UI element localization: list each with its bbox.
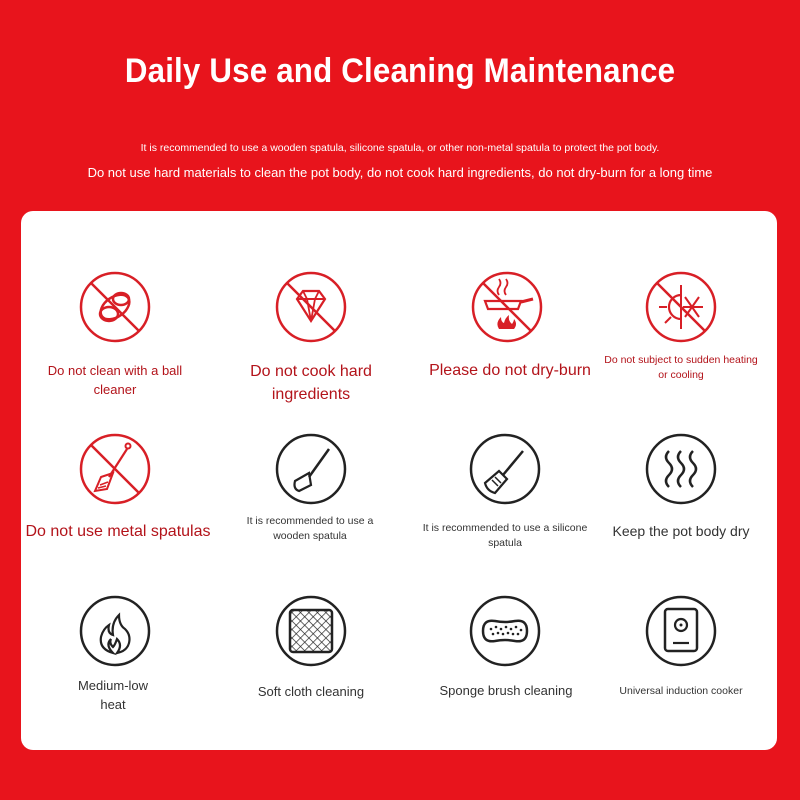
- item-label: Do not clean with a ball cleaner: [47, 363, 183, 397]
- icon-grid-panel: [21, 211, 777, 750]
- induction-cooker-icon: [645, 595, 717, 667]
- flame-icon: [79, 595, 151, 667]
- subtitle-line-1: It is recommended to use a wooden spatula, silicone spatula, or other non-metal spatula to protect the pot body.: [140, 142, 660, 154]
- subtitle-line-2: Do not use hard materials to clean the pot body, do not cook hard ingredients, do not dry-burn for a long time: [87, 165, 713, 180]
- item-label: Do not cook hard ingredients: [250, 363, 372, 404]
- page-title: Daily Use and Cleaning Maintenance: [124, 52, 676, 90]
- item-label: Sponge brush cleaning: [439, 683, 573, 698]
- item-label: Universal induction cooker: [619, 685, 743, 697]
- item-label: Medium-low heat: [77, 678, 149, 712]
- item-label: Soft cloth cleaning: [257, 684, 365, 699]
- wooden-spatula-icon: [275, 433, 347, 505]
- soft-cloth-icon: [275, 595, 347, 667]
- no-sudden-temperature-icon: [645, 271, 717, 343]
- item-label: Keep the pot body dry: [612, 523, 750, 539]
- no-hard-ingredients-icon: [275, 271, 347, 343]
- no-ball-cleaner-icon: [79, 271, 151, 343]
- item-label: Do not use metal spatulas: [25, 523, 211, 540]
- no-dry-burn-icon: [471, 271, 543, 343]
- item-label: It is recommended to use a wooden spatula: [246, 515, 374, 543]
- item-label: It is recommended to use a silicone spatula: [422, 522, 588, 550]
- item-label: Please do not dry-burn: [429, 362, 591, 379]
- steam-dry-icon: [645, 433, 717, 505]
- sponge-icon: [469, 595, 541, 667]
- no-metal-spatula-icon: [79, 433, 151, 505]
- item-label: Do not subject to sudden heating or cooling: [604, 354, 758, 382]
- silicone-spatula-icon: [469, 433, 541, 505]
